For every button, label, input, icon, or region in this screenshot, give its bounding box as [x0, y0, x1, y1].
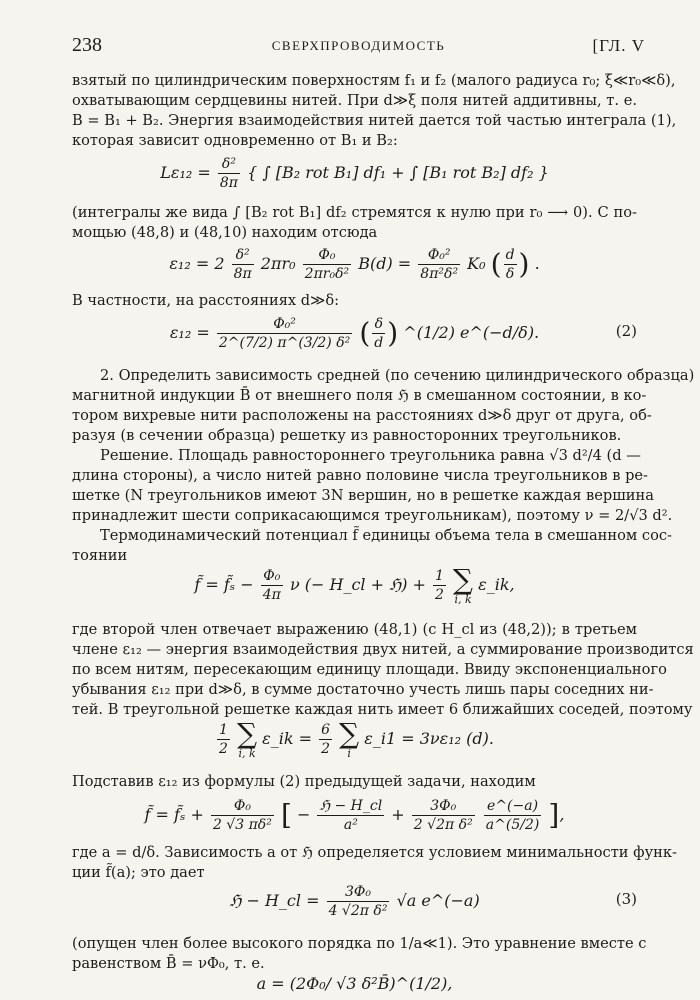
plus-sign: +: [391, 805, 405, 824]
eq6-fraction: [211, 797, 274, 834]
eq3-lhs: ε₁₂ =: [169, 323, 210, 342]
denominator: a^(5/2): [485, 817, 540, 833]
text-line: Решение. Площадь равностороннего треугольника равна √3 d²/4 (d —: [100, 447, 641, 464]
numerator: Φ₀: [261, 567, 283, 586]
numerator: Φ₀²: [217, 315, 352, 334]
numerator: δ: [372, 315, 385, 334]
text-line: разуя (в сечении образца) решетку из равносторонних треугольников.: [72, 427, 622, 444]
eq2-term: B(d) =: [358, 254, 412, 273]
eq1-fraction: [218, 155, 240, 192]
comma: ,: [559, 805, 565, 824]
running-title: СВЕРХПРОВОДИМОСТЬ: [271, 38, 446, 53]
numerator: Φ₀: [303, 246, 351, 265]
eq1-lhs: Lε₁₂ =: [160, 163, 211, 182]
sum-index: i, k: [454, 592, 472, 606]
equation-8: a = (2Φ₀/ √3 δ²B̄)^(1/2),: [256, 974, 453, 993]
numerator: e^(−a): [484, 797, 542, 816]
eq4-term: ν (− H_cl + ℌ) +: [289, 575, 426, 594]
eq6-fraction: [484, 797, 542, 834]
sum-symbol: ∑ i, k: [237, 716, 258, 760]
page-number: 238: [72, 34, 102, 56]
eq2-end: .: [534, 254, 540, 273]
text-line: мощью (48,8) и (48,10) находим отсюда: [72, 224, 378, 241]
text-line: 2. Определить зависимость средней (по сечению цилиндрического образца): [100, 367, 695, 384]
eq6-lhs: f̃ = f̃ₛ +: [144, 805, 204, 824]
eq2-bessel: K₀: [467, 254, 486, 273]
eq7-fraction: [327, 883, 390, 920]
text-line: которая зависит одновременно от B₁ и B₂:: [72, 132, 398, 149]
numerator: 3Φ₀: [412, 797, 475, 816]
text-line: по всем нитям, пересекающим единицу площади. Ввиду экспоненциального: [72, 661, 667, 678]
right-bracket: ]: [548, 798, 560, 832]
numerator: δ²: [232, 246, 254, 265]
numerator: δ²: [218, 155, 240, 174]
text-line: Подставив ε₁₂ из формулы (2) предыдущей задачи, находим: [72, 773, 536, 790]
text-line: тором вихревые нити расположены на расстояниях d≫δ друг от друга, об-: [72, 407, 652, 424]
equation-1: [72, 150, 637, 196]
eq5-fraction: [319, 721, 332, 758]
equation-5: [72, 714, 637, 764]
text-line: B = B₁ + B₂. Энергия взаимодействия нитей дается той частью интеграла (1),: [72, 112, 677, 129]
denominator: 4 √2π δ²: [328, 903, 388, 919]
text-line: (опущен член более высокого порядка по 1/a≪1). Это уравнение вместе с: [72, 935, 647, 952]
eq2-lhs: ε₁₂ = 2: [169, 254, 225, 273]
eq5-end: ε_i1 = 3νε₁₂ (d).: [364, 729, 494, 748]
sum-symbol: ∑ i: [339, 716, 360, 760]
eq2-fraction: [418, 246, 460, 283]
eq6-fraction: [317, 797, 384, 834]
text-line: взятый по цилиндрическим поверхностям f₁ и f₂ (малого радиуса r₀; ξ≪r₀≪δ),: [72, 72, 676, 89]
numerator: Φ₀: [211, 797, 274, 816]
eq7-end: √a e^(−a): [396, 891, 480, 910]
equation-7: [72, 876, 637, 926]
eq3-end: ^(1/2) e^(−d/δ).: [403, 323, 540, 342]
denominator: 2 √3 πδ²: [212, 817, 272, 833]
text-line: где второй член отвечает выражению (48,1) (с H_cl из (48,2)); в третьем: [72, 621, 637, 638]
numerator: 3Φ₀: [327, 883, 390, 902]
eq2-term: 2πr₀: [260, 254, 296, 273]
left-bracket: [: [280, 798, 292, 832]
denominator: 8π: [233, 266, 252, 282]
numerator: Φ₀²: [418, 246, 460, 265]
eq5-fraction: [217, 721, 230, 758]
text-line: равенством B̄ = νΦ₀, т. е.: [72, 955, 265, 972]
equation-number: (2): [615, 322, 637, 340]
denominator: 2πr₀δ²: [304, 266, 350, 282]
denominator: 2: [321, 741, 331, 757]
denominator: 2^(7/2) π^(3/2) δ²: [218, 335, 351, 351]
denominator: 2: [435, 587, 444, 603]
numerator: 1: [435, 568, 444, 584]
denominator: δ: [505, 266, 515, 282]
equation-6: [72, 790, 637, 840]
numerator: 1: [219, 722, 228, 738]
denominator: 2: [219, 741, 228, 757]
equation-3: [72, 309, 637, 357]
eq2-fraction: [232, 246, 254, 283]
equation-number: (3): [615, 890, 637, 908]
text-line: члене ε₁₂ — энергия взаимодействия двух нитей, а суммирование производится: [72, 641, 694, 658]
denominator: 8π²δ²: [420, 266, 459, 282]
denominator: a²: [343, 817, 358, 833]
eq2-fraction: [504, 246, 517, 283]
eq2-fraction: [303, 246, 351, 283]
eq1-body: { ∫ [B₂ rot B₁] df₁ + ∫ [B₁ rot B₂] df₂ }: [247, 163, 549, 182]
numerator: d: [505, 247, 515, 263]
text-line: (интегралы же вида ∫ [B₂ rot B₁] df₂ стремятся к нулю при r₀ ⟶ 0). С по-: [72, 204, 637, 221]
eq3-fraction: [217, 315, 352, 352]
eq4-fraction: [433, 567, 446, 604]
text-line: длина стороны), а число нитей равно половине числа треугольников в ре-: [72, 467, 648, 484]
denominator: 2 √2π δ²: [413, 817, 473, 833]
text-line: принадлежит шести соприкасающимся треугольникам), поэтому ν = 2/√3 d².: [72, 507, 673, 524]
text-line: Термодинамический потенциал f̃ единицы объема тела в смешанном сос-: [100, 527, 672, 544]
eq4-end: ε_ik,: [478, 575, 515, 594]
sum-symbol: ∑ i, k: [453, 562, 474, 606]
text-line: где a = d/δ. Зависимость a от ℌ определяется условием минимальности функ-: [72, 844, 677, 861]
text-line: шетке (N треугольников имеют 3N вершин, но в решетке каждая вершина: [72, 487, 654, 504]
numerator: 6: [321, 722, 331, 738]
equation-2: [72, 240, 637, 288]
numerator: ℌ − H_cl: [319, 798, 383, 814]
text-line: тей. В треугольной решетке каждая нить имеет 6 ближайших соседей, поэтому: [72, 701, 693, 718]
eq3-fraction: [372, 315, 385, 352]
text-line: ции f̃(a); это дает: [72, 864, 205, 881]
denominator: 4π: [262, 587, 281, 603]
text-line: тоянии: [72, 547, 128, 564]
text-line: убывания ε₁₂ при d≫δ, в сумме достаточно учесть лишь пары соседних ни-: [72, 681, 654, 698]
right-paren: ): [387, 316, 399, 350]
sum-index: i, k: [238, 746, 256, 760]
denominator: d: [374, 335, 384, 351]
left-paren: (: [490, 247, 502, 281]
minus-sign: −: [296, 805, 311, 824]
equation-4: [72, 560, 637, 610]
chapter-label: [ГЛ. V: [592, 36, 645, 55]
text-line: магнитной индукции B̄ от внешнего поля ℌ в смешанном состоянии, в ко-: [72, 387, 647, 404]
eq4-lhs: f̃ = f̃ₛ −: [194, 575, 254, 594]
left-paren: (: [359, 316, 371, 350]
eq7-lhs: ℌ − H_cl =: [229, 891, 320, 910]
page-header: [72, 34, 645, 58]
eq4-fraction: [261, 567, 283, 604]
eq5-term: ε_ik =: [262, 729, 313, 748]
eq6-fraction: [412, 797, 475, 834]
denominator: 8π: [219, 175, 238, 191]
text-line: охватывающим сердцевины нитей. При d≫ξ поля нитей аддитивны, т. е.: [72, 92, 637, 109]
sum-index: i: [347, 746, 351, 760]
text-line: В частности, на расстояниях d≫δ:: [72, 292, 340, 309]
right-paren: ): [518, 247, 530, 281]
